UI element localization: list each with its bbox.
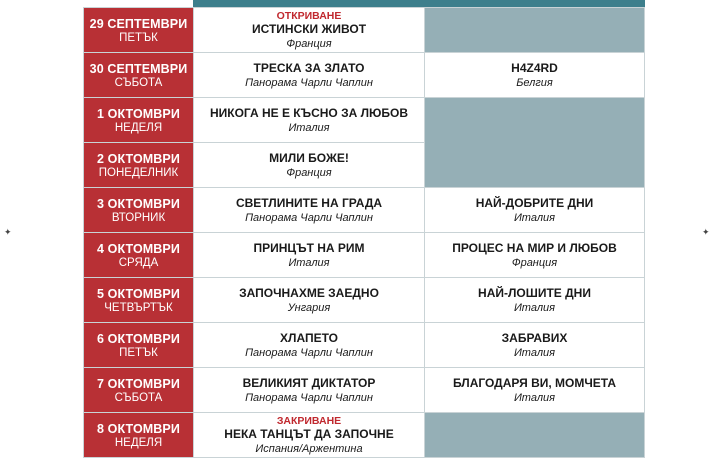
date-cell [84,278,194,323]
film-cell [194,143,425,188]
date-cell [84,323,194,368]
table-row [84,233,645,278]
event-tag: ЗАКРИВАНЕ [276,415,342,427]
weekday-label: ПОНЕДЕЛНИК [98,166,179,179]
film-title: НЕКА ТАНЦЪТ ДА ЗАПОЧНЕ [224,427,394,441]
date-cell [84,188,194,233]
date-cell [84,233,194,278]
weekday-label: СЪБОТА [114,76,163,89]
table-row [84,323,645,368]
date-cell [84,368,194,413]
film-country: Франция [511,257,558,269]
film-cell [194,278,425,323]
film-cell [194,188,425,233]
film-country: Италия [513,302,556,314]
weekday-label: ПЕТЪК [119,346,158,359]
date-label: 29 СЕПТЕМВРИ [89,16,188,31]
film-title: ХЛАПЕТО [280,331,338,345]
film-country: Унгария [287,302,331,314]
weekday-label: ЧЕТВЪРТЪК [104,301,173,314]
table-row [84,413,645,458]
date-cell [84,143,194,188]
film-title: НИКОГА НЕ Е КЪСНО ЗА ЛЮБОВ [209,106,409,120]
film-title: ПРИНЦЪТ НА РИМ [253,241,365,255]
film-title: НАЙ-ЛОШИТЕ ДНИ [478,286,591,300]
date-label: 1 ОКТОМВРИ [97,106,180,121]
date-label: 30 СЕПТЕМВРИ [89,61,188,76]
date-label: 4 ОКТОМВРИ [97,241,180,256]
film-country: Панорама Чарли Чаплин [245,347,373,359]
film-cell [194,413,425,458]
film-cell [194,323,425,368]
date-cell [84,413,194,458]
film-title: ЗАБРАВИХ [501,331,568,345]
date-cell [84,98,194,143]
film-cell [194,233,425,278]
header-bar [193,0,645,7]
film-country: Франция [286,167,332,179]
film-cell-second [425,278,645,323]
film-country: Италия [288,122,330,134]
crop-mark-left-icon: ✦ [4,228,12,238]
weekday-label: НЕДЕЛЯ [114,121,163,134]
empty-slot [425,98,645,188]
date-cell [84,8,194,53]
film-country: Италия [513,212,556,224]
weekday-label: ПЕТЪК [119,31,158,44]
film-country: Франция [286,38,332,50]
empty-slot [425,8,645,53]
date-label: 2 ОКТОМВРИ [97,151,180,166]
table-row [84,368,645,413]
weekday-label: ВТОРНИК [111,211,166,224]
film-cell [194,53,425,98]
film-title: ЗАПОЧНАХМЕ ЗАЕДНО [239,286,379,300]
weekday-label: СЪБОТА [114,391,163,404]
table-row [84,188,645,233]
film-country: Италия [513,392,556,404]
film-country: Белгия [516,77,553,89]
weekday-label: НЕДЕЛЯ [114,436,163,449]
schedule-table [83,7,645,458]
film-cell-second [425,323,645,368]
film-cell-second [425,233,645,278]
film-cell [194,368,425,413]
film-title: НАЙ-ДОБРИТЕ ДНИ [475,196,594,210]
film-country: Италия [288,257,330,269]
table-row [84,8,645,53]
film-country: Панорама Чарли Чаплин [245,77,373,89]
film-country: Испания/Аржентина [255,443,363,455]
film-title: ВЕЛИКИЯТ ДИКТАТОР [242,376,376,390]
date-label: 5 ОКТОМВРИ [97,286,180,301]
film-country: Панорама Чарли Чаплин [245,392,373,404]
film-title: H4Z4RD [511,61,558,75]
film-title: СВЕТЛИНИТЕ НА ГРАДА [235,196,383,210]
film-title: ТРЕСКА ЗА ЗЛАТО [253,61,365,75]
film-country: Италия [513,347,556,359]
film-cell [194,98,425,143]
date-label: 3 ОКТОМВРИ [97,196,180,211]
crop-mark-right-icon: ✦ [702,228,710,238]
date-label: 7 ОКТОМВРИ [97,376,180,391]
film-title: МИЛИ БОЖЕ! [269,151,349,165]
film-cell-second [425,53,645,98]
event-tag: ОТКРИВАНЕ [276,10,342,22]
film-cell [194,8,425,53]
date-cell [84,53,194,98]
date-label: 6 ОКТОМВРИ [97,331,180,346]
date-label: 8 ОКТОМВРИ [97,421,180,436]
film-title: БЛАГОДАРЯ ВИ, МОМЧЕТА [452,376,617,390]
table-row [84,278,645,323]
table-row [84,98,645,143]
film-title: ПРОЦЕС НА МИР И ЛЮБОВ [452,241,617,255]
film-cell-second [425,188,645,233]
weekday-label: СРЯДА [118,256,159,269]
empty-slot [425,413,645,458]
table-row [84,53,645,98]
film-title: ИСТИНСКИ ЖИВОТ [251,22,367,36]
film-cell-second [425,368,645,413]
film-country: Панорама Чарли Чаплин [245,212,373,224]
